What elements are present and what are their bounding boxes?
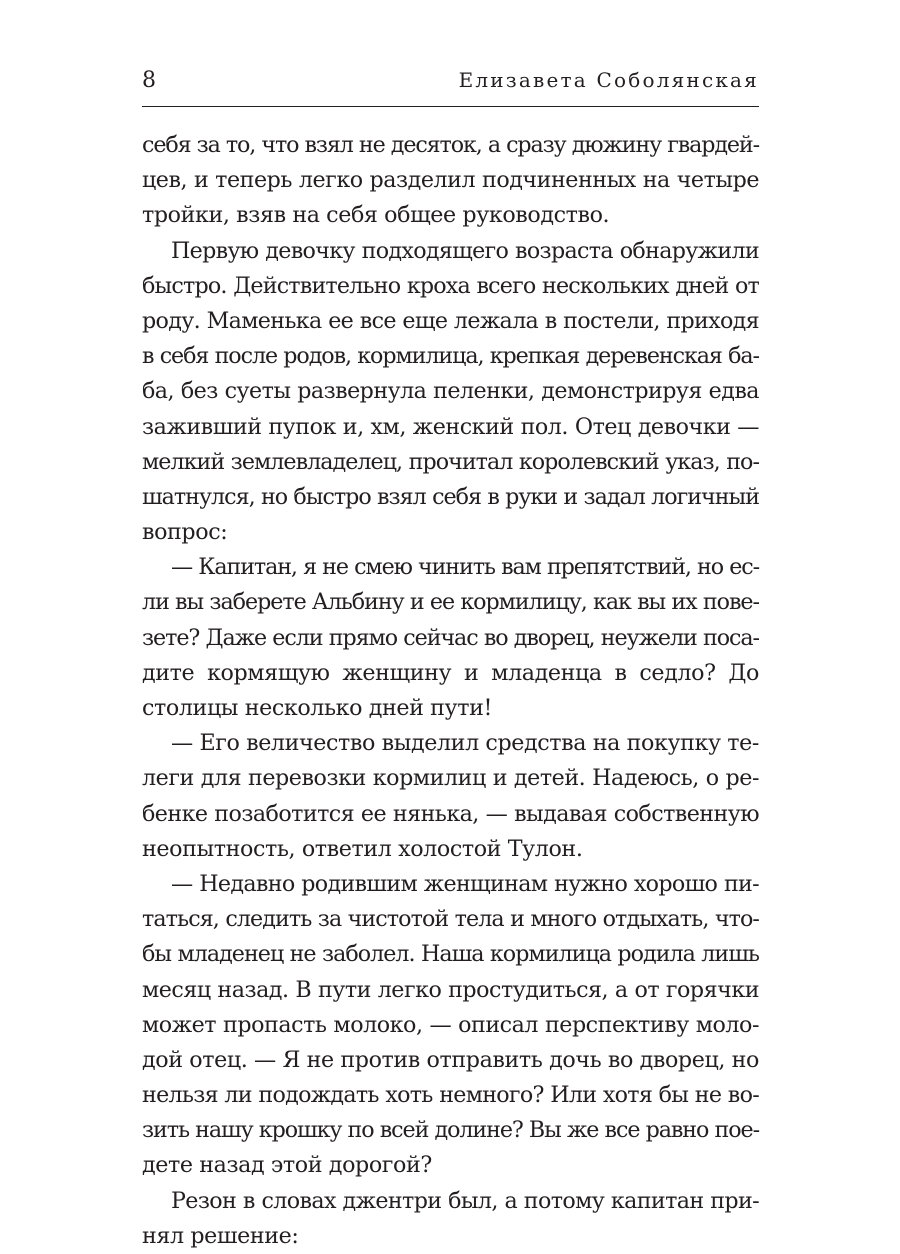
text-line: нельзя ли подождать хоть немного? Или хотя бы не во- [142,1082,759,1109]
text-line: столицы несколько дней пути! [142,695,492,721]
text-line: ба, без суеты развернула пеленки, демонстрируя едва [142,378,759,405]
body-text [142,128,759,1254]
text-line: быстро. Действительно кроха всего нескольких дней от [142,272,759,299]
text-line: Резон в словах джентри был, а потому капитан при- [171,1187,759,1214]
text-line: роду. Маменька ее все еще лежала в постели, приходя [142,307,759,334]
text-line: зить нашу крошку по всей долине? Вы же все равно пое- [142,1117,759,1144]
text-line: дой отец. — Я не против отправить дочь во дворец, но [142,1046,759,1073]
text-line: — Недавно родившим женщинам нужно хорошо пи- [171,870,759,897]
text-line: — Капитан, я не смею чинить вам препятствий, но ес- [171,554,759,581]
text-line: леги для перевозки кормилиц и детей. Надеюсь, о ре- [142,765,759,792]
text-line: тройки, взяв на себя общее руководство. [142,202,610,229]
text-line: Первую девочку подходящего возраста обнаружили [171,237,759,264]
text-line: — Его величество выделил средства на покупку те- [171,730,759,757]
text-line: зете? Даже если прямо сейчас во дворец, неужели поса- [142,624,759,651]
text-line: мелкий землевладелец, прочитал королевский указ, по- [142,448,759,475]
text-line: бы младенец не заболел. Наша кормилица родила лишь [142,941,759,968]
text-line: неопытность, ответил холостой Тулон. [142,835,583,862]
text-line: шатнулся, но быстро взял себя в руки и задал логичный [142,483,759,510]
text-line: ли вы заберете Альбину и ее кормилицу, как вы их пове- [142,589,759,616]
running-header [142,62,759,102]
text-line: бенке позаботится ее нянька, — выдавая собственную [142,800,759,827]
text-line: себя за то, что взял не десяток, а сразу дюжину гвардей- [142,132,759,158]
author-name: Елизавета Соболянская [458,68,759,92]
text-line: дите кормящую женщину и младенца в седло? До [142,659,759,686]
text-line: вопрос: [142,519,228,546]
text-line: нял решение: [142,1222,299,1249]
text-line: может пропасть молоко, — описал перспективу моло- [142,1011,759,1038]
text-line: заживший пупок и, хм, женский пол. Отец девочки — [142,413,759,440]
text-line: в себя после родов, кормилица, крепкая деревенская ба- [142,343,759,370]
text-line: таться, следить за чистотой тела и много отдыхать, что- [142,906,759,933]
text-line: месяц назад. В пути легко простудиться, а от горячки [142,976,759,1003]
page-number: 8 [142,68,157,93]
header-rule [142,106,759,107]
text-line: цев, и теперь легко разделил подчиненных на четыре [142,167,759,194]
text-line: дете назад этой дорогой? [142,1152,432,1179]
